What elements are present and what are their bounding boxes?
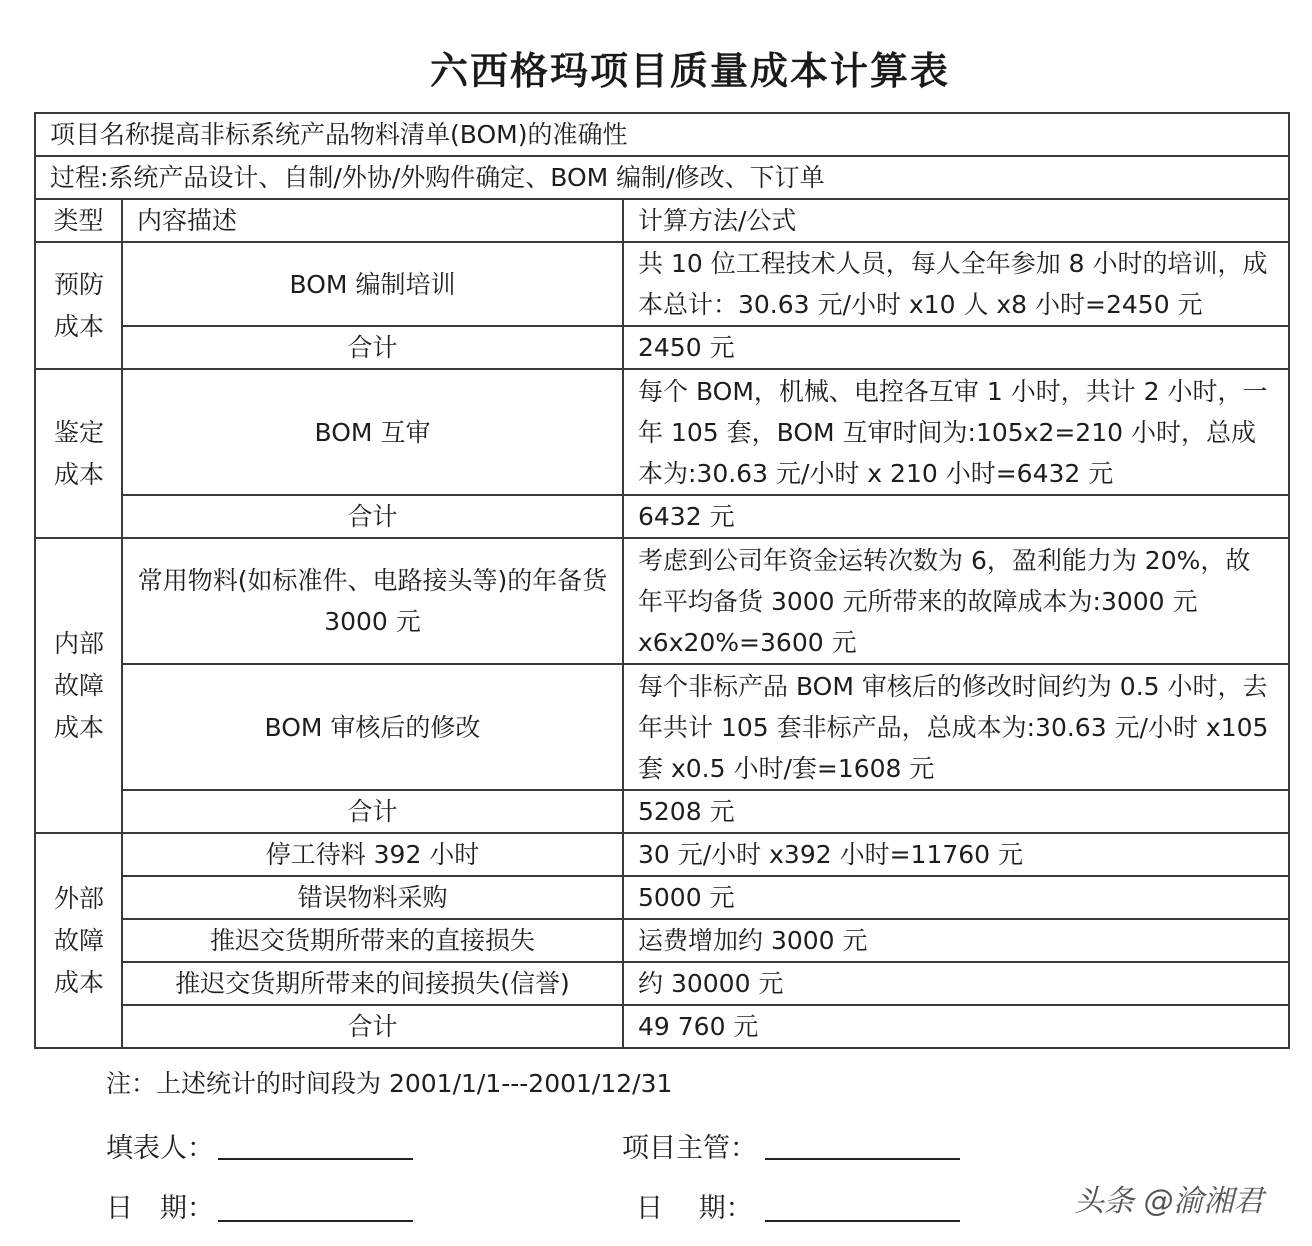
header-desc: 内容描述 <box>122 199 623 242</box>
filler-date-label: 日 期： <box>106 1193 214 1224</box>
supervisor-label: 项目主管： <box>622 1133 757 1164</box>
external-row3-calc: 运费增加约 3000 元 <box>623 919 1289 962</box>
footnote: 注：上述统计的时间段为 2001/1/1---2001/12/31 <box>106 1069 673 1098</box>
internal-item2-calc: 每个非标产品 BOM 审核后的修改时间约为 0.5 小时，去年共计 105 套非标产品，总成本为:30.63 元/小时 x105 套 x0.5 小时/套=1608 元 <box>623 664 1289 790</box>
supervisor-date-label: 日 期： <box>636 1193 753 1224</box>
filler-date <box>106 1186 214 1225</box>
category-external-failure: 外部故障成本 <box>35 833 122 1048</box>
external-row1-desc: 停工待料 392 小时 <box>122 833 623 876</box>
prevention-total-label: 合计 <box>122 326 623 369</box>
appraisal-item-desc: BOM 互审 <box>122 369 623 495</box>
project-name: 项目名称提高非标系统产品物料清单(BOM)的准确性 <box>35 113 1289 156</box>
table-row <box>35 495 1289 538</box>
table-row <box>35 369 1289 495</box>
table-row <box>35 664 1289 790</box>
category-prevention: 预防成本 <box>35 242 122 369</box>
process-row <box>35 156 1289 199</box>
external-row2-desc: 错误物料采购 <box>122 876 623 919</box>
prevention-item-calc: 共 10 位工程技术人员，每人全年参加 8 小时的培训，成本总计：30.63 元/小时 x10 人 x8 小时=2450 元 <box>623 242 1289 326</box>
supervisor-signature <box>622 1126 757 1165</box>
supervisor-blank-line[interactable] <box>765 1158 960 1160</box>
external-row3-desc: 推迟交货期所带来的直接损失 <box>122 919 623 962</box>
header-row <box>35 199 1289 242</box>
cost-table <box>34 112 1290 1049</box>
filler-label: 填表人： <box>106 1133 214 1164</box>
table-row <box>35 833 1289 876</box>
internal-item1-desc: 常用物料(如标准件、电路接头等)的年备货 3000 元 <box>122 538 623 664</box>
category-appraisal: 鉴定成本 <box>35 369 122 538</box>
header-type: 类型 <box>35 199 122 242</box>
table-row <box>35 326 1289 369</box>
external-row4-calc: 约 30000 元 <box>623 962 1289 1005</box>
table-row <box>35 876 1289 919</box>
external-total: 49 760 元 <box>623 1005 1289 1048</box>
prevention-total: 2450 元 <box>623 326 1289 369</box>
appraisal-total-label: 合计 <box>122 495 623 538</box>
table-row <box>35 538 1289 664</box>
project-name-row <box>35 113 1289 156</box>
page-title: 六西格玛项目质量成本计算表 <box>429 48 950 93</box>
appraisal-total: 6432 元 <box>623 495 1289 538</box>
watermark: 头条 @渝湘君 <box>1074 1184 1264 1219</box>
external-row2-calc: 5000 元 <box>623 876 1289 919</box>
supervisor-date <box>636 1186 753 1225</box>
table-row <box>35 919 1289 962</box>
filler-date-blank-line[interactable] <box>218 1220 413 1222</box>
table-row <box>35 790 1289 833</box>
external-row1-calc: 30 元/小时 x392 小时=11760 元 <box>623 833 1289 876</box>
supervisor-date-blank-line[interactable] <box>765 1220 960 1222</box>
filler-signature <box>106 1126 214 1165</box>
process-description: 过程:系统产品设计、自制/外协/外购件确定、BOM 编制/修改、下订单 <box>35 156 1289 199</box>
category-internal-failure: 内部故障成本 <box>35 538 122 833</box>
internal-total-label: 合计 <box>122 790 623 833</box>
prevention-item-desc: BOM 编制培训 <box>122 242 623 326</box>
table-row <box>35 962 1289 1005</box>
filler-blank-line[interactable] <box>218 1158 413 1160</box>
internal-item1-calc: 考虑到公司年资金运转次数为 6，盈利能力为 20%，故年平均备货 3000 元所带来的故障成本为:3000 元 x6x20%=3600 元 <box>623 538 1289 664</box>
appraisal-item-calc: 每个 BOM，机械、电控各互审 1 小时，共计 2 小时，一年 105 套，BOM 互审时间为:105x2=210 小时，总成本为:30.63 元/小时 x 210 小时=6432 元 <box>623 369 1289 495</box>
header-calc: 计算方法/公式 <box>623 199 1289 242</box>
internal-total: 5208 元 <box>623 790 1289 833</box>
external-total-label: 合计 <box>122 1005 623 1048</box>
table-row <box>35 1005 1289 1048</box>
table-row <box>35 242 1289 326</box>
internal-item2-desc: BOM 审核后的修改 <box>122 664 623 790</box>
external-row4-desc: 推迟交货期所带来的间接损失(信誉) <box>122 962 623 1005</box>
